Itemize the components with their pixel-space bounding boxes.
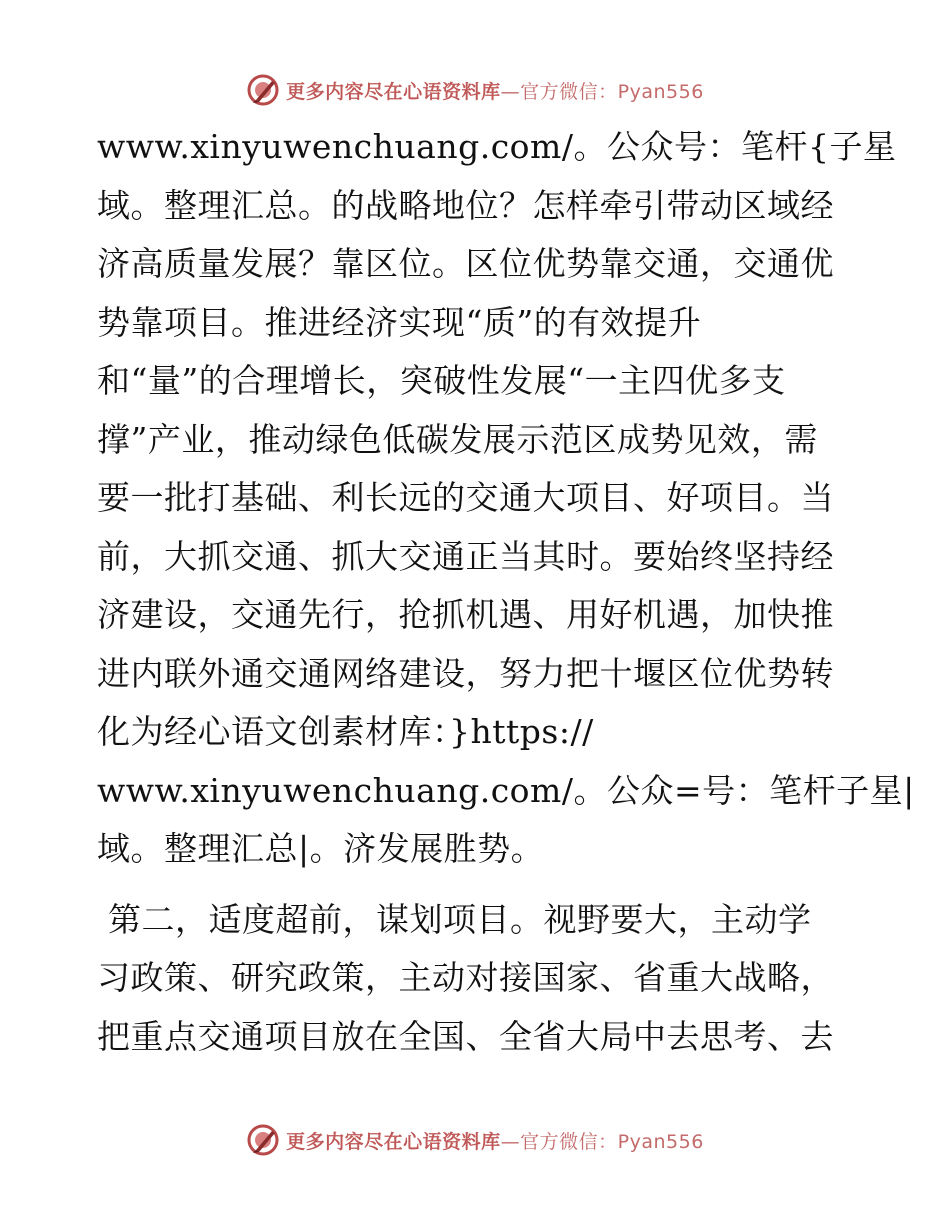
text-line: 济建设，交通先行，抢抓机遇、用好机遇，加快推 bbox=[97, 595, 834, 634]
text-line: 撑”产业，推动绿色低碳发展示范区成势见效，需 bbox=[97, 419, 818, 459]
footer-site-text: 更多内容尽在心语资料库 bbox=[286, 1130, 501, 1153]
header-contact-text: 官方微信：Pyan556 bbox=[520, 80, 704, 103]
header-site-text: 更多内容尽在心语资料库 bbox=[286, 80, 501, 103]
text-line: 进内联外通交通网络建设，努力把十堰区位优势转 bbox=[97, 653, 834, 693]
text-line: 前，大抓交通、抓大交通正当其时。要始终坚持经 bbox=[97, 536, 834, 576]
paragraph-2 bbox=[97, 891, 857, 1067]
pen-logo-icon bbox=[246, 73, 280, 107]
document-body bbox=[97, 118, 915, 1066]
text-line: www.xinyuwenchuang.com/。公众=号：笔杆子星| bbox=[97, 770, 915, 810]
text-line: 域。整理汇总|。济发展胜势。 bbox=[97, 829, 545, 868]
text-line: 要一批打基础、利长远的交通大项目、好项目。当 bbox=[97, 478, 834, 517]
text-line: 化为经心语文创素材库：}https:// bbox=[97, 712, 594, 751]
pen-logo-icon bbox=[246, 1123, 280, 1157]
paragraph-gap bbox=[97, 879, 857, 891]
text-line: 和“量”的合理增长，突破性发展“一主四优多支 bbox=[97, 361, 786, 400]
page-header-banner bbox=[0, 70, 950, 110]
page-footer-banner bbox=[0, 1120, 950, 1160]
footer-banner-text bbox=[286, 1127, 704, 1154]
header-banner-text bbox=[286, 77, 704, 104]
paragraph-1 bbox=[97, 118, 915, 879]
footer-separator: — bbox=[500, 1130, 521, 1153]
text-line: www.xinyuwenchuang.com/。公众号：笔杆{子星 bbox=[97, 127, 897, 166]
text-line: 习政策、研究政策，主动对接国家、省重大战略， bbox=[97, 958, 834, 997]
text-line: 济高质量发展？靠区位。区位优势靠交通，交通优 bbox=[97, 244, 834, 283]
header-separator: — bbox=[500, 80, 521, 103]
text-line: 势靠项目。推进经济实现“质”的有效提升 bbox=[97, 302, 702, 342]
text-line: 第二，适度超前，谋划项目。视野要大，主动学 bbox=[97, 899, 812, 939]
footer-contact-text: 官方微信：Pyan556 bbox=[520, 1130, 704, 1153]
text-line: 域。整理汇总。的战略地位？怎样牵引带动区域经 bbox=[97, 185, 834, 225]
text-line: 把重点交通项目放在全国、全省大局中去思考、去 bbox=[97, 1016, 834, 1056]
